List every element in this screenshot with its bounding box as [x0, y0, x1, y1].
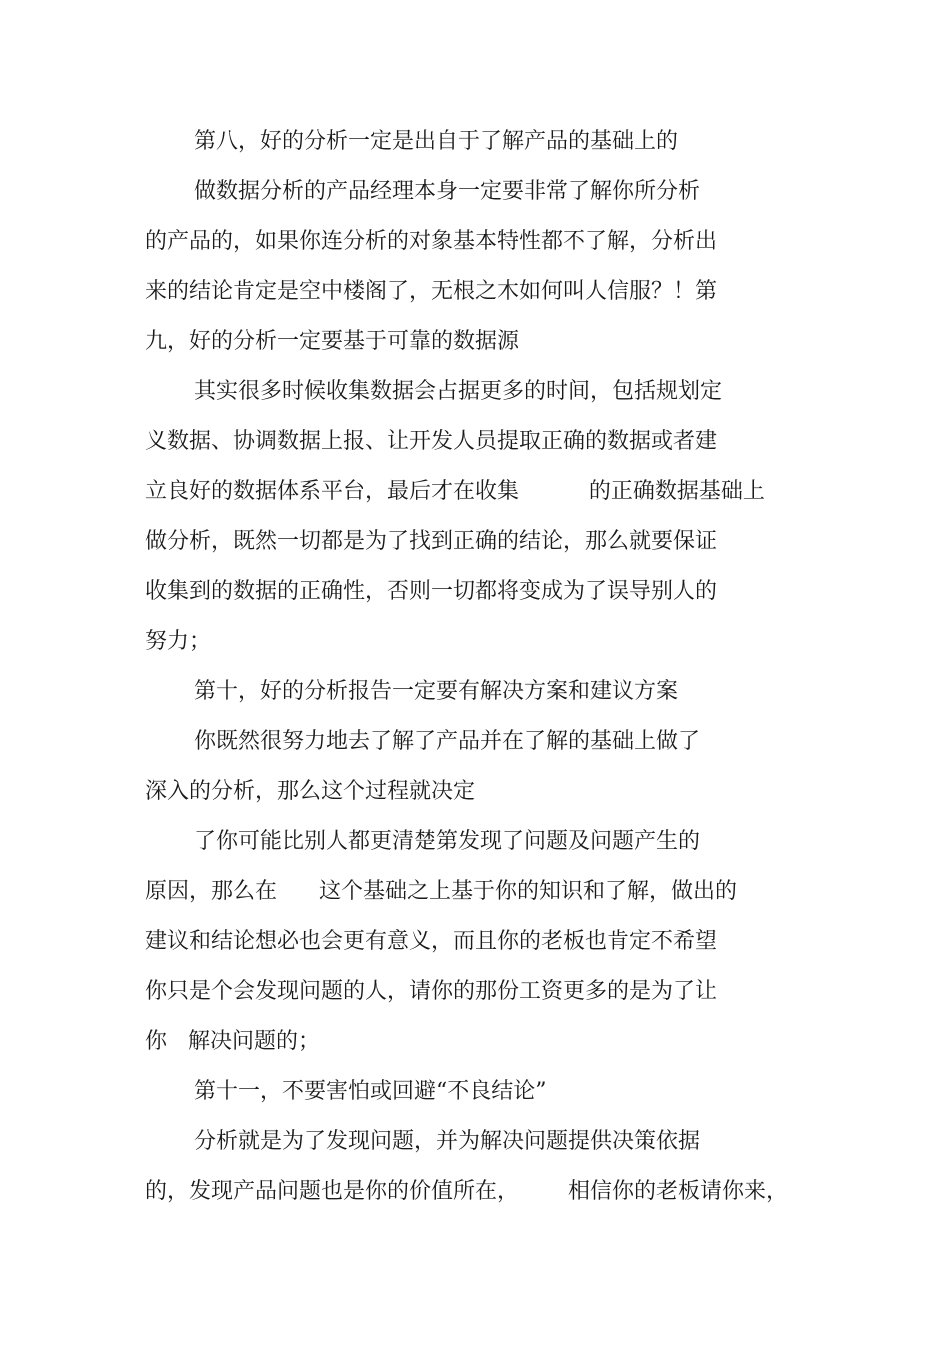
paragraph-line: 来的结论肯定是空中楼阁了，无根之木如何叫人信服？！第: [145, 279, 718, 304]
heading-point-11: 第十一，不要害怕或回避“不良结论”: [194, 1079, 547, 1104]
paragraph-line: 你只是个会发现问题的人，请你的那份工资更多的是为了让: [145, 979, 718, 1004]
paragraph-line: 做分析，既然一切都是为了找到正确的结论，那么就要保证: [145, 529, 718, 554]
paragraph-line: 深入的分析，那么这个过程就决定: [145, 779, 476, 804]
paragraph-line: 收集到的数据的正确性，否则一切都将变成为了误导别人的: [145, 579, 718, 604]
paragraph-line: 你 解决问题的；: [145, 1029, 320, 1054]
paragraph-line: 做数据分析的产品经理本身一定要非常了解你所分析: [194, 179, 701, 204]
paragraph-line: 原因，那么在 这个基础之上基于你的知识和了解，做出的: [145, 879, 737, 904]
heading-point-10: 第十，好的分析报告一定要有解决方案和建议方案: [194, 679, 679, 704]
paragraph-line: 建议和结论想必也会更有意义，而且你的老板也肯定不希望: [145, 929, 718, 954]
paragraph-line: 了你可能比别人都更清楚第发现了问题及问题产生的: [194, 829, 701, 854]
paragraph-line: 的，发现产品问题也是你的价值所在， 相信你的老板请你来，: [145, 1179, 788, 1204]
paragraph-line: 你既然很努力地去了解了产品并在了解的基础上做了: [194, 729, 701, 754]
paragraph-line: 义数据、协调数据上报、让开发人员提取正确的数据或者建: [145, 429, 718, 454]
paragraph-line: 的产品的，如果你连分析的对象基本特性都不了解，分析出: [145, 229, 718, 254]
heading-point-8: 第八，好的分析一定是出自于了解产品的基础上的: [194, 129, 679, 154]
paragraph-line: 立良好的数据体系平台，最后才在收集 的正确数据基础上: [145, 479, 765, 504]
paragraph-line: 其实很多时候收集数据会占据更多的时间，包括规划定: [194, 379, 723, 404]
paragraph-line: 分析就是为了发现问题，并为解决问题提供决策依据: [194, 1129, 701, 1154]
paragraph-line: 努力；: [145, 629, 212, 654]
heading-point-9: 九，好的分析一定要基于可靠的数据源: [145, 329, 520, 354]
